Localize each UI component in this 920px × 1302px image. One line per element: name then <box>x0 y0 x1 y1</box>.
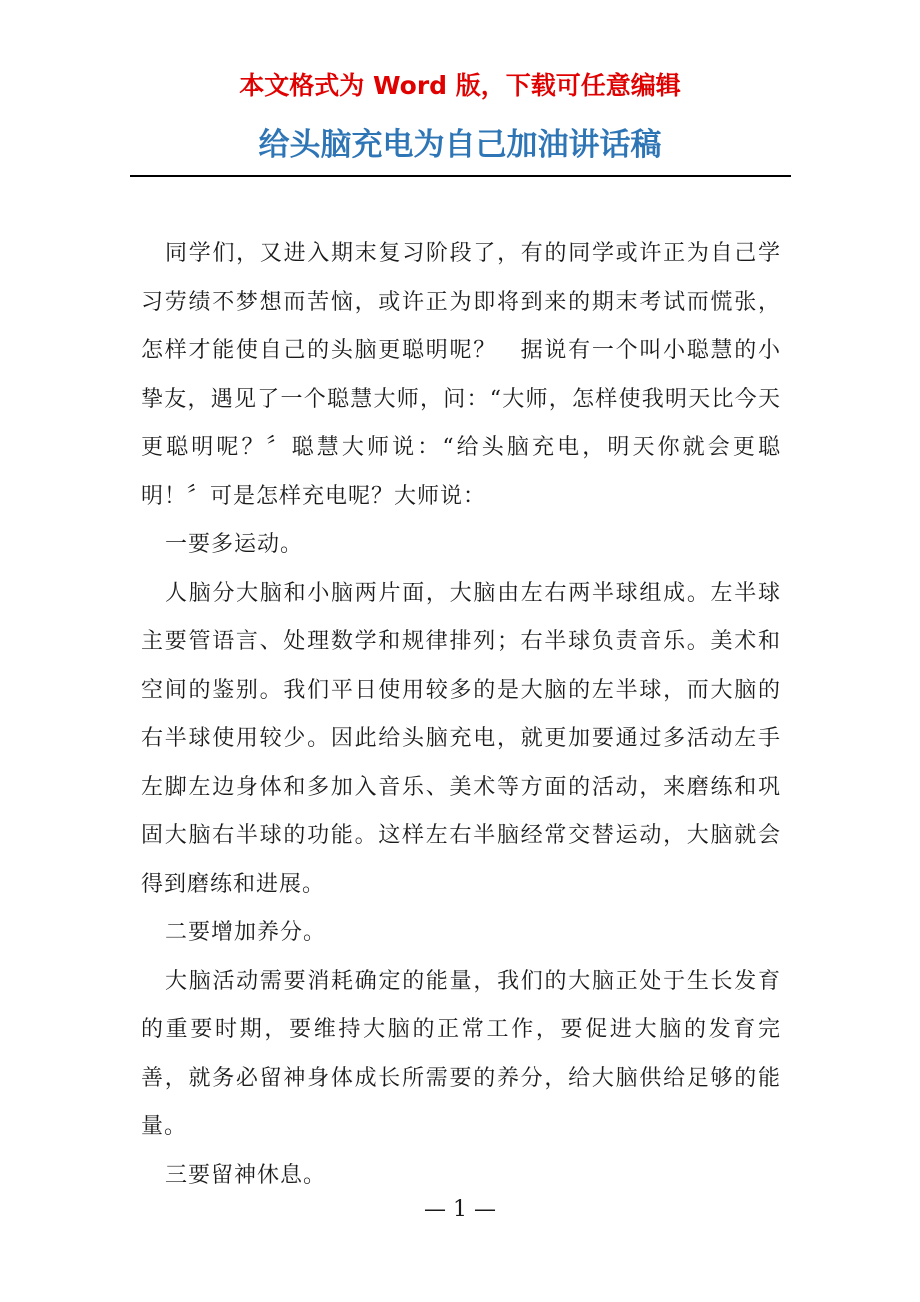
document-body <box>141 230 781 1200</box>
body-paragraph: 同学们，又进入期末复习阶段了，有的同学或许正为自己学习劳绩不梦想而苦恼，或许正为即将到来的期末考试而慌张，怎样才能使自己的头脑更聪明呢？ 据说有一个叫小聪慧的小挚友，遇见了一个聪慧大师，问：“大师，怎样使我明天比今天更聪明呢？〞聪慧大师说：“给头脑充电，明天你就会更聪明！〞可是怎样充电呢？大师说： <box>141 241 781 509</box>
body-paragraph: 一要多运动。 <box>165 532 304 557</box>
body-paragraph: 大脑活动需要消耗确定的能量，我们的大脑正处于生长发育的重要时期，要维持大脑的正常工作，要促进大脑的发育完善，就务必留神身体成长所需要的养分，给大脑供给足够的能量。 <box>141 968 781 1139</box>
format-notice-banner: 本文格式为 Word 版，下载可任意编辑 <box>239 71 681 100</box>
body-paragraph: 人脑分大脑和小脑两片面，大脑由左右两半球组成。左半球主要管语言、处理数学和规律排列；右半球负责音乐。美术和空间的鉴别。我们平日使用较多的是大脑的左半球，而大脑的右半球使用较少。因此给头脑充电，就更加要通过多活动左手左脚左边身体和多加入音乐、美术等方面的活动，来磨练和巩固大脑右半球的功能。这样左右半脑经常交替运动，大脑就会得到磨练和进展。 <box>141 580 781 897</box>
body-paragraph: 二要增加养分。 <box>165 920 327 945</box>
body-paragraph: 三要留神休息。 <box>165 1162 327 1188</box>
document-title: 给头脑充电为自己加油讲话稿 <box>258 127 662 163</box>
page-number: — 1 — <box>424 1197 496 1222</box>
title-divider <box>130 175 791 177</box>
